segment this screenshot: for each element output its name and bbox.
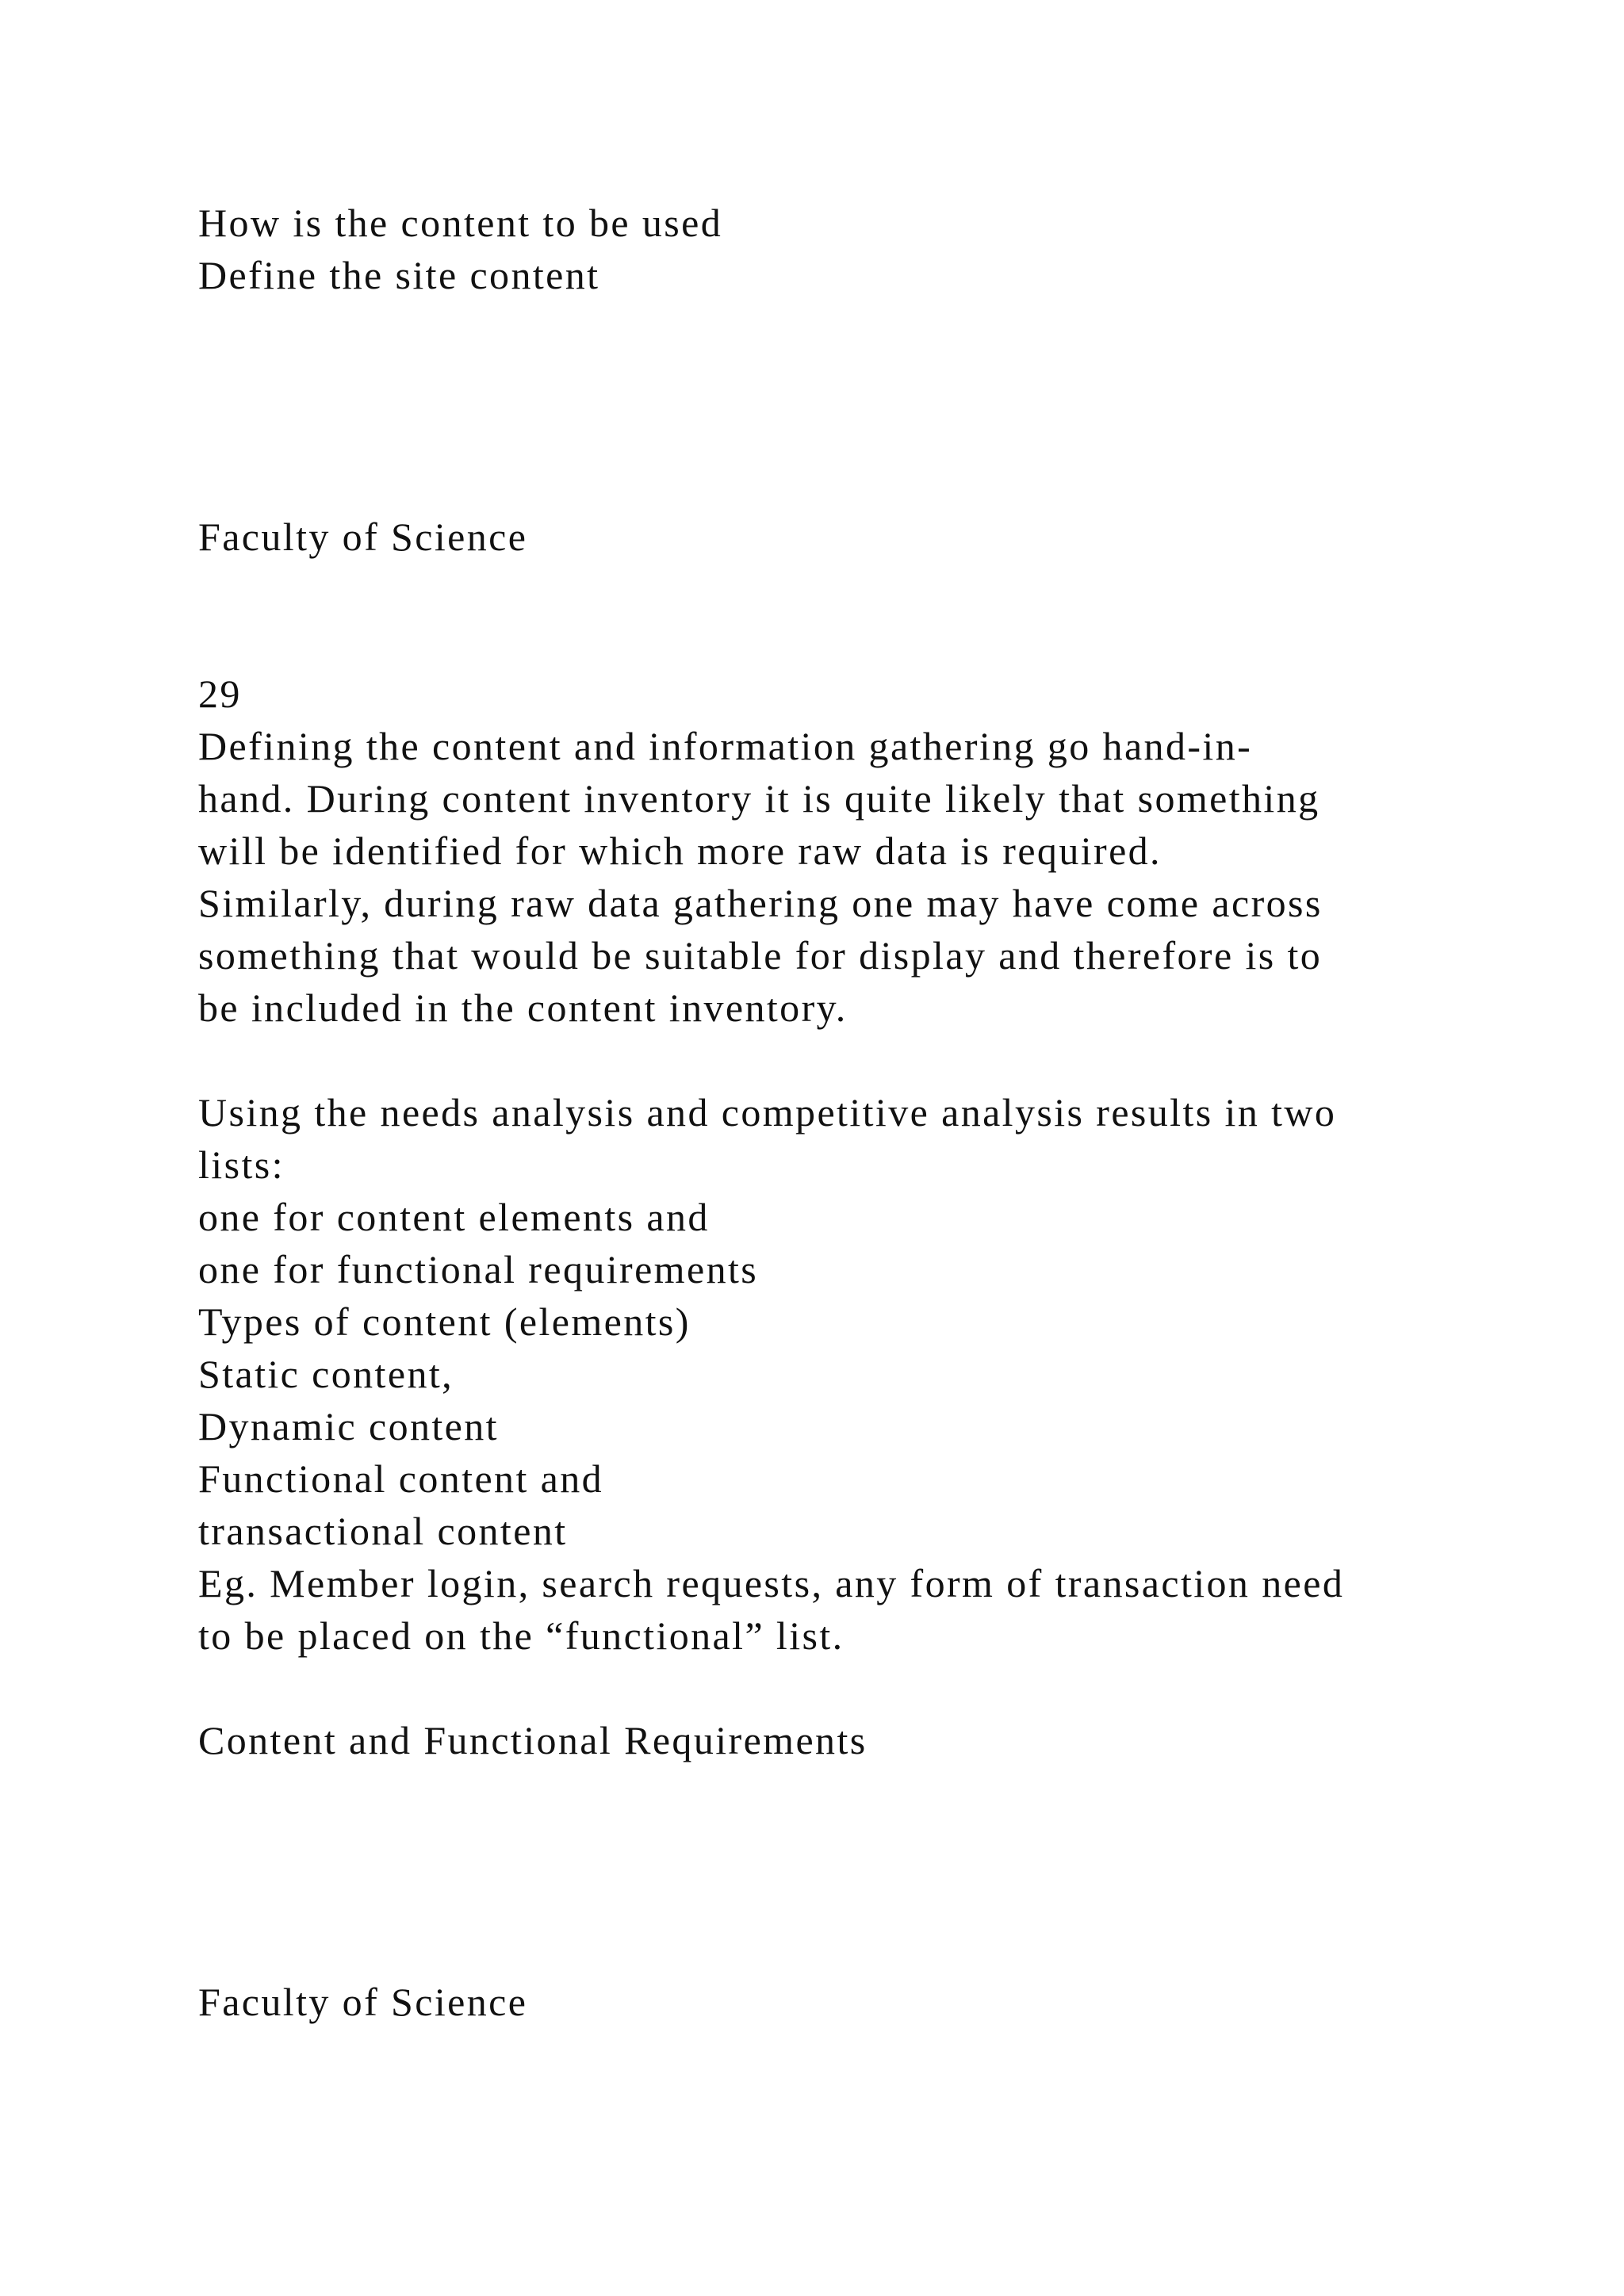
footer-text: Faculty of Science: [198, 1980, 528, 2024]
text-line: Eg. Member login, search requests, any form of transaction need: [198, 1561, 1345, 1605]
text-line: be included in the content inventory.: [198, 985, 848, 1030]
text-line: one for functional requirements: [198, 1247, 759, 1292]
text-line: How is the content to be used: [198, 201, 723, 245]
text-line: will be identified for which more raw data is required.: [198, 828, 1162, 873]
text-line: hand. During content inventory it is quite likely that something: [198, 776, 1320, 821]
text-line: Defining the content and information gathering go hand-in-: [198, 724, 1253, 768]
text-line: something that would be suitable for display and therefore is to: [198, 933, 1323, 978]
page-number: 29: [198, 672, 242, 716]
text-line: Define the site content: [198, 253, 600, 297]
text-line: transactional content: [198, 1509, 568, 1553]
text-line: Functional content and: [198, 1456, 604, 1501]
footer-text: Faculty of Science: [198, 515, 528, 559]
text-line: Types of content (elements): [198, 1299, 691, 1344]
text-line: Static content,: [198, 1352, 454, 1396]
section-title: Content and Functional Requirements: [198, 1718, 868, 1762]
text-line: Using the needs analysis and competitive analysis results in two: [198, 1090, 1337, 1135]
text-line: Dynamic content: [198, 1404, 499, 1448]
text-line: lists:: [198, 1142, 285, 1187]
text-line: to be placed on the “functional” list.: [198, 1613, 845, 1658]
text-line: Similarly, during raw data gathering one may have come across: [198, 881, 1323, 925]
text-line: one for content elements and: [198, 1195, 710, 1239]
